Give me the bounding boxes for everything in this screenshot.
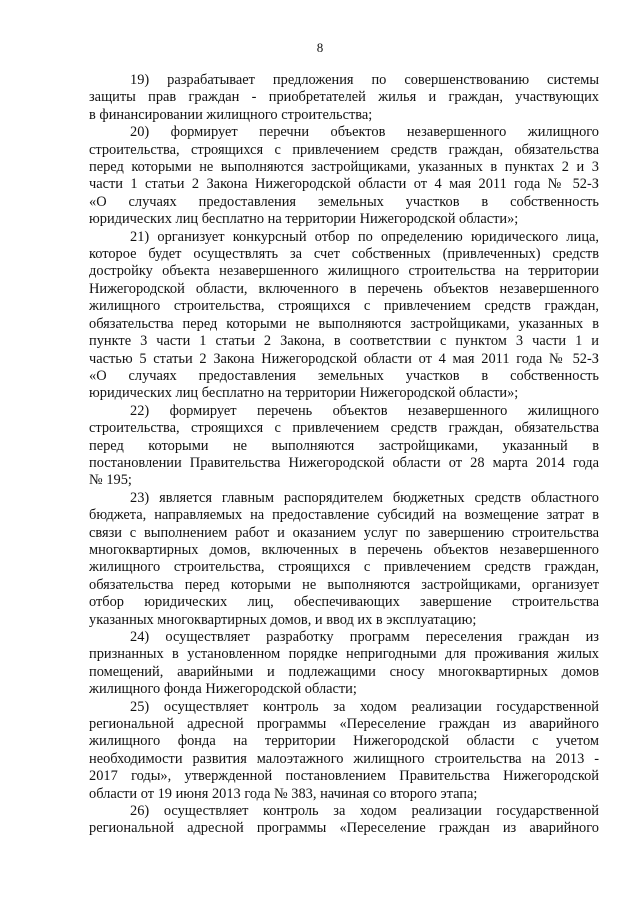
paragraph-line: указанных многоквартирных домов, и ввод их в эксплуатацию;: [89, 611, 477, 628]
paragraph-item: [89, 229, 599, 403]
paragraph-item: [89, 803, 599, 838]
paragraph-line: строительства, строящихся с привлечением средств граждан, обязательства: [89, 420, 599, 437]
paragraph-line: «О случаях предоставления земельных участков в собственность: [89, 367, 599, 384]
paragraph-line: 21) организует конкурсный отбор по определению юридического лица,: [130, 228, 599, 245]
paragraph-line: региональной адресной программы «Переселение граждан из аварийного: [89, 820, 599, 837]
paragraph-line: многоквартирных домов, включенных в перечень объектов незавершенного: [89, 541, 599, 558]
paragraph-item: [89, 629, 599, 699]
paragraph-line: которое будет осуществлять за счет собственных (привлеченных) средств: [89, 246, 599, 263]
paragraph-item: [89, 72, 599, 124]
paragraph-line: отбор юридических лиц, обеспечивающих завершение строительства: [89, 594, 599, 611]
paragraph-line: помещений, аварийными и подлежащими сносу многоквартирных домов: [89, 663, 599, 680]
paragraph-item: [89, 124, 599, 228]
paragraph-line: перед которыми не выполняются застройщиками, указанных в пунктах 2 и 3: [89, 159, 599, 176]
paragraph-line: достройку объекта незавершенного жилищного строительства на территории: [89, 263, 599, 280]
paragraph-line: 25) осуществляет контроль за ходом реализации государственной: [130, 698, 599, 715]
document-body: [89, 72, 599, 838]
paragraph-line: жилищного строительства, строящихся с привлечением средств граждан,: [89, 559, 599, 576]
paragraph-item: [89, 699, 599, 803]
paragraph-line: в финансировании жилищного строительства;: [89, 106, 373, 123]
paragraph-line: юридических лиц бесплатно на территории Нижегородской области»;: [89, 211, 519, 228]
paragraph-line: «О случаях предоставления земельных участков в собственность: [89, 193, 599, 210]
paragraph-line: 24) осуществляет разработку программ переселения граждан из: [130, 629, 599, 645]
paragraph-item: [89, 490, 599, 629]
paragraph-line: 20) формирует перечни объектов незавершенного жилищного: [130, 124, 599, 141]
paragraph-line: защиты прав граждан - приобретателей жилья и граждан, участвующих: [89, 89, 599, 106]
paragraph-line: обязательства перед которыми не выполняются застройщиками, организует: [89, 576, 599, 593]
paragraph-line: пункте 3 части 1 статьи 2 Закона, в соответствии с пунктом 3 части 1 и: [89, 333, 599, 350]
paragraph-item: [89, 403, 599, 490]
paragraph-line: перед которыми не выполняются застройщиками, указанный в: [89, 437, 599, 454]
paragraph-line: связи с выполнением работ и оказанием услуг по завершению строительства: [89, 524, 599, 541]
paragraph-line: области от 19 июня 2013 года № 383, начиная со второго этапа;: [89, 785, 478, 802]
paragraph-line: 23) является главным распорядителем бюджетных средств областного: [130, 489, 599, 506]
paragraph-line: жилищного строительства, строящихся с привлечением средств граждан,: [89, 298, 599, 315]
paragraph-line: необходимости развития малоэтажного жилищного строительства на 2013 -: [89, 750, 599, 767]
paragraph-line: признанных в установленном порядке непригодными для проживания жилых: [89, 646, 599, 663]
paragraph-line: постановлении Правительства Нижегородской области от 28 марта 2014 года: [89, 454, 599, 471]
paragraph-line: 19) разрабатывает предложения по совершенствованию системы: [130, 72, 599, 88]
paragraph-line: жилищного фонда Нижегородской области;: [89, 681, 357, 698]
paragraph-line: жилищного фонда на территории Нижегородской области с учетом: [89, 733, 599, 750]
paragraph-line: 2017 годы», утвержденной постановлением Правительства Нижегородской: [89, 768, 599, 785]
paragraph-line: Нижегородской области, включенного в перечень объектов незавершенного: [89, 280, 599, 297]
paragraph-line: части 1 статьи 2 Закона Нижегородской области от 4 мая 2011 года № 52-З: [89, 176, 599, 193]
paragraph-line: строительства, строящихся с привлечением средств граждан, обязательства: [89, 141, 599, 158]
paragraph-line: обязательства перед которыми не выполняются застройщиками, указанных в: [89, 315, 599, 332]
paragraph-line: юридических лиц бесплатно на территории Нижегородской области»;: [89, 385, 519, 402]
paragraph-line: бюджета, направляемых на предоставление субсидий на возмещение затрат в: [89, 507, 599, 524]
paragraph-line: 22) формирует перечень объектов незавершенного жилищного: [130, 402, 599, 419]
page-number: 8: [316, 40, 324, 55]
paragraph-line: 26) осуществляет контроль за ходом реализации государственной: [130, 803, 599, 820]
paragraph-line: региональной адресной программы «Переселение граждан из аварийного: [89, 716, 599, 733]
paragraph-line: частью 5 статьи 2 Закона Нижегородской области от 4 мая 2011 года № 52-З: [89, 350, 599, 367]
paragraph-line: № 195;: [89, 472, 132, 489]
